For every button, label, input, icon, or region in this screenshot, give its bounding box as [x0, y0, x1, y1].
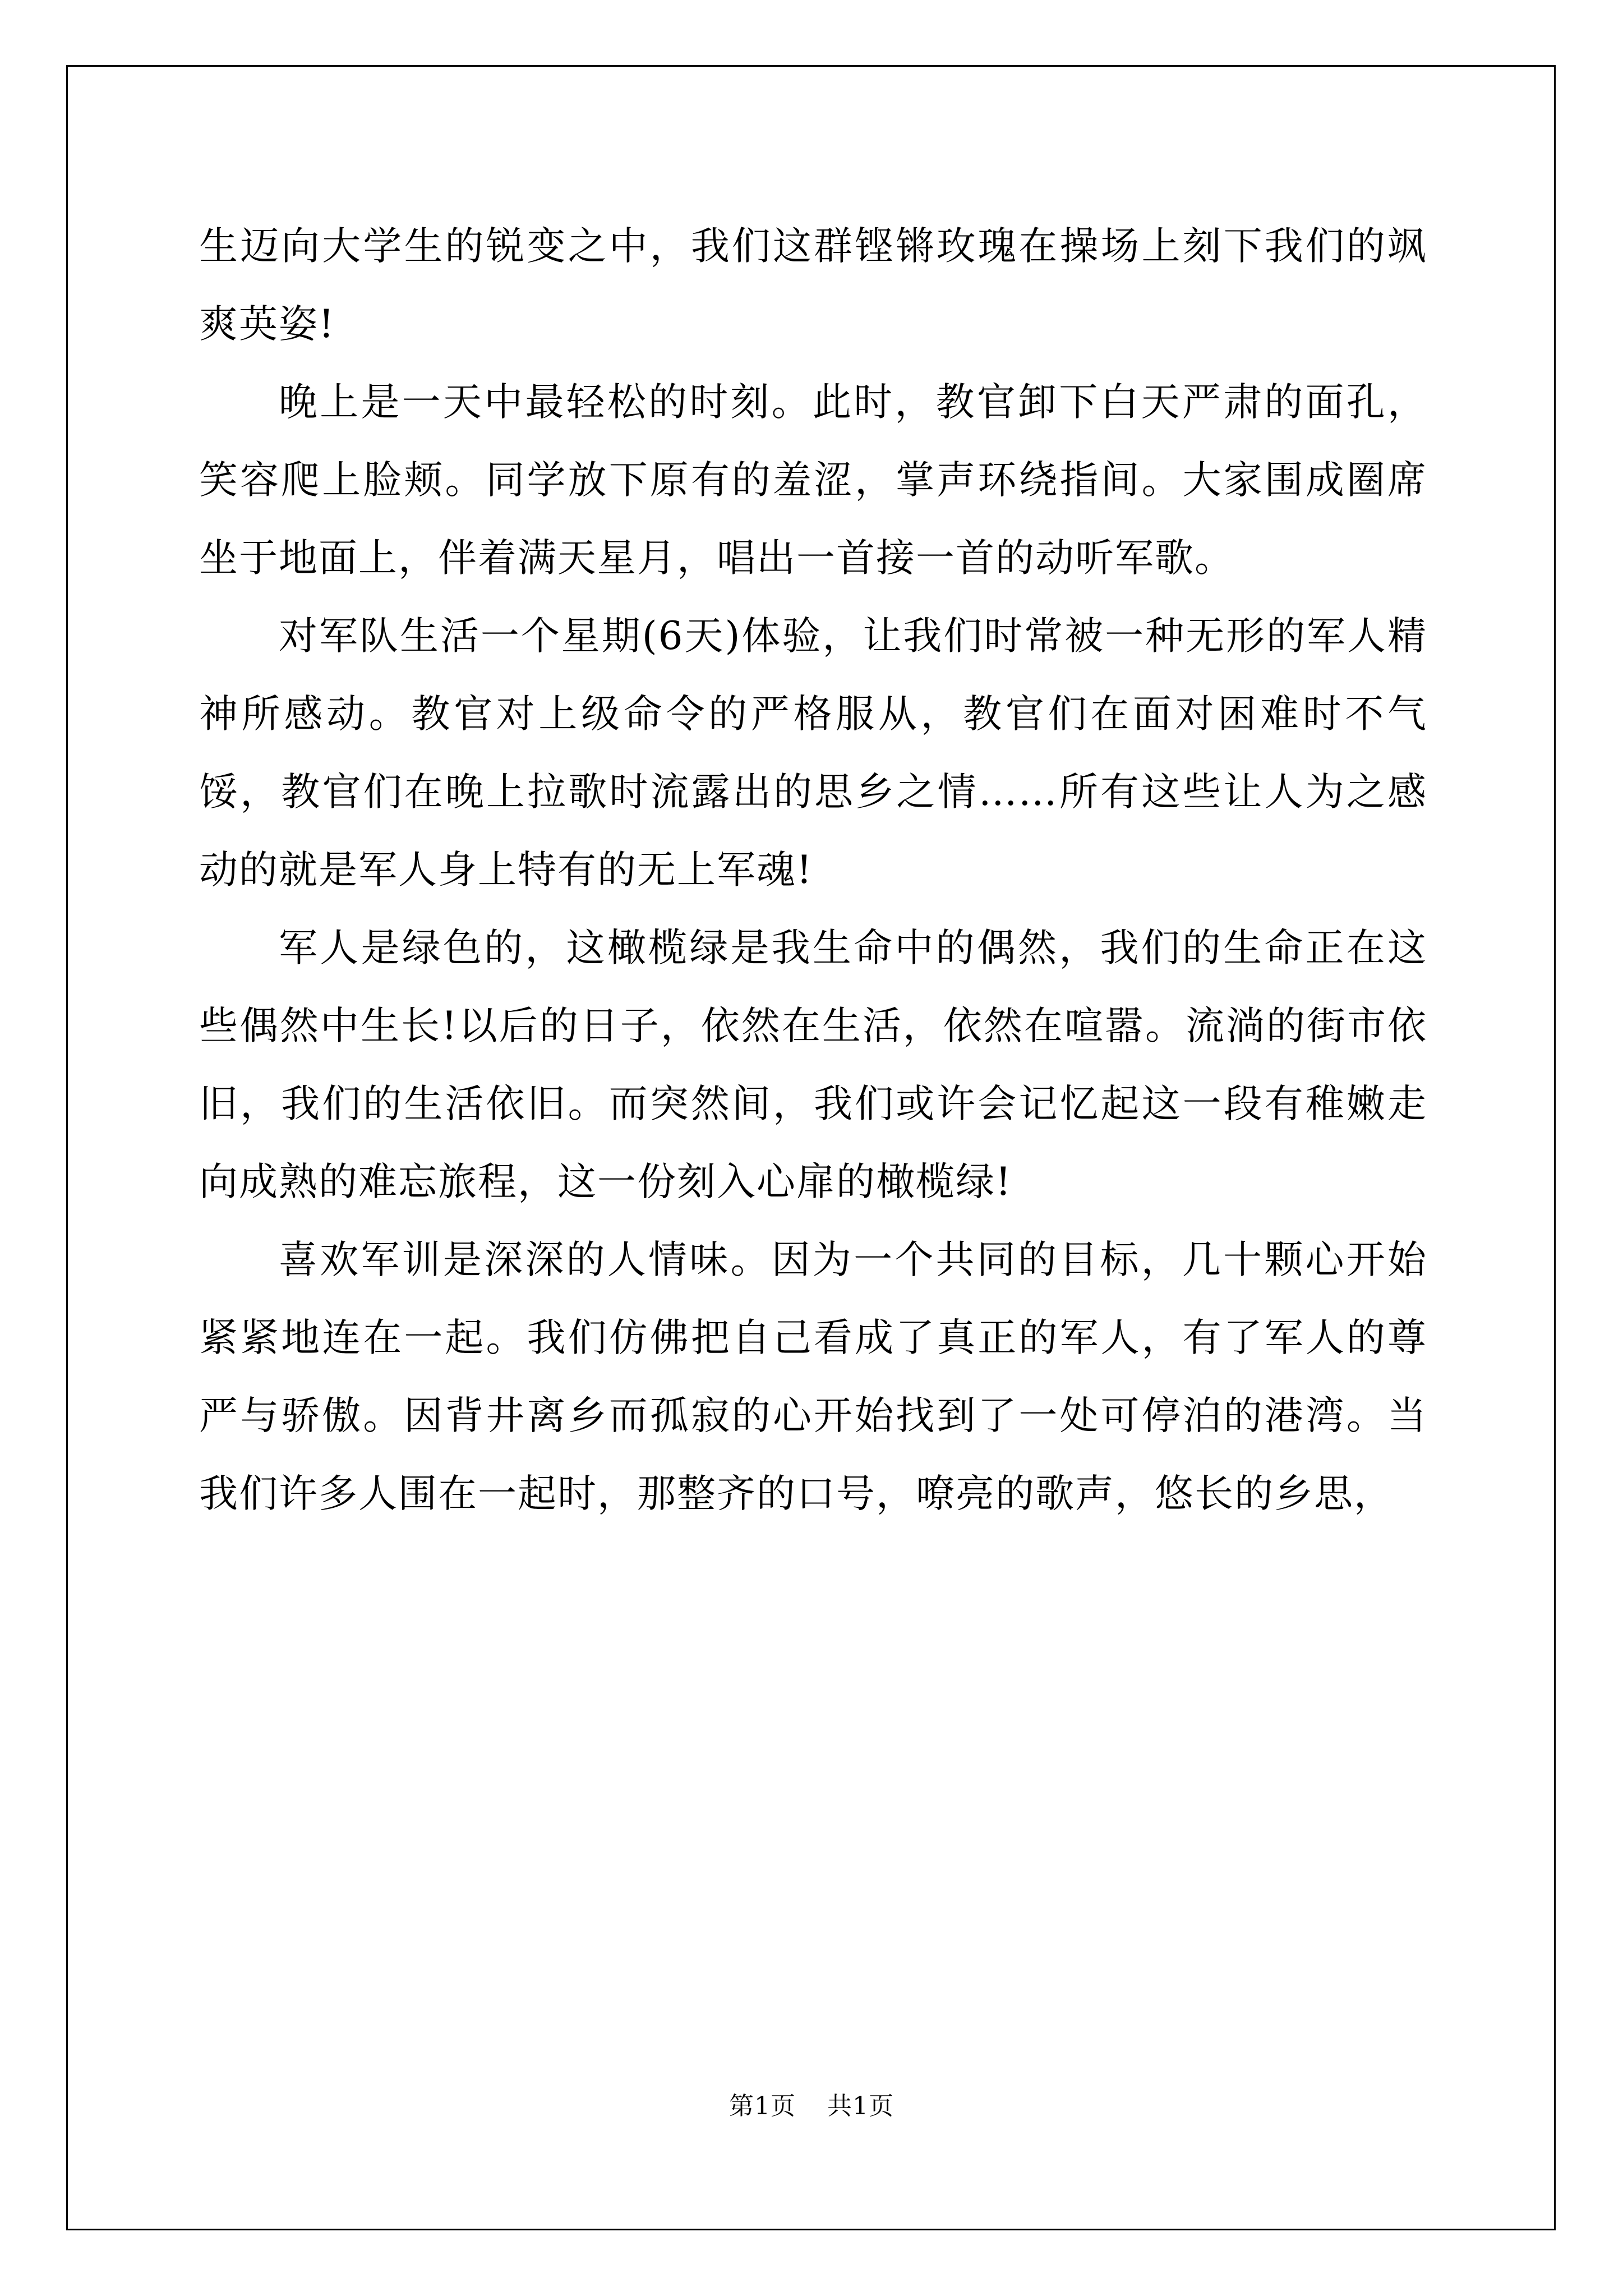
paragraph-5: 喜欢军训是深深的人情味。因为一个共同的目标，几十颗心开始紧紧地连在一起。我们仿佛把自己看成了真正的军人，有了军人的尊严与骄傲。因背井离乡而孤寂的心开始找到了一处可停泊的港湾。当我们许多人围在一起时，那整齐的口号，嘹亮的歌声，悠长的乡思，: [199, 1237, 1427, 1516]
page-total: 共1页: [827, 2092, 894, 2120]
paragraph-1: 生迈向大学生的锐变之中，我们这群铿锵玫瑰在操场上刻下我们的飒爽英姿!: [199, 224, 1427, 347]
page-footer: [0, 2086, 1623, 2122]
page-number: 第1页: [729, 2092, 796, 2120]
paragraph-3: 对军队生活一个星期(6天)体验，让我们时常被一种无形的军人精神所感动。教官对上级命令的严格服从，教官们在面对困难时不气馁，教官们在晚上拉歌时流露出的思乡之情……所有这些让人为之感动的就是军人身上特有的无上军魂!: [199, 614, 1427, 892]
document-body: [199, 208, 1427, 1533]
paragraph-4: 军人是绿色的，这橄榄绿是我生命中的偶然，我们的生命正在这些偶然中生长!以后的日子，依然在生活，依然在喧嚣。流淌的街市依旧，我们的生活依旧。而突然间，我们或许会记忆起这一段有稚嫩走向成熟的难忘旅程，这一份刻入心扉的橄榄绿!: [199, 926, 1427, 1204]
paragraph-2: 晚上是一天中最轻松的时刻。此时，教官卸下白天严肃的面孔，笑容爬上脸颊。同学放下原有的羞涩，掌声环绕指间。大家围成圈席坐于地面上，伴着满天星月，唱出一首接一首的动听军歌。: [199, 380, 1427, 581]
